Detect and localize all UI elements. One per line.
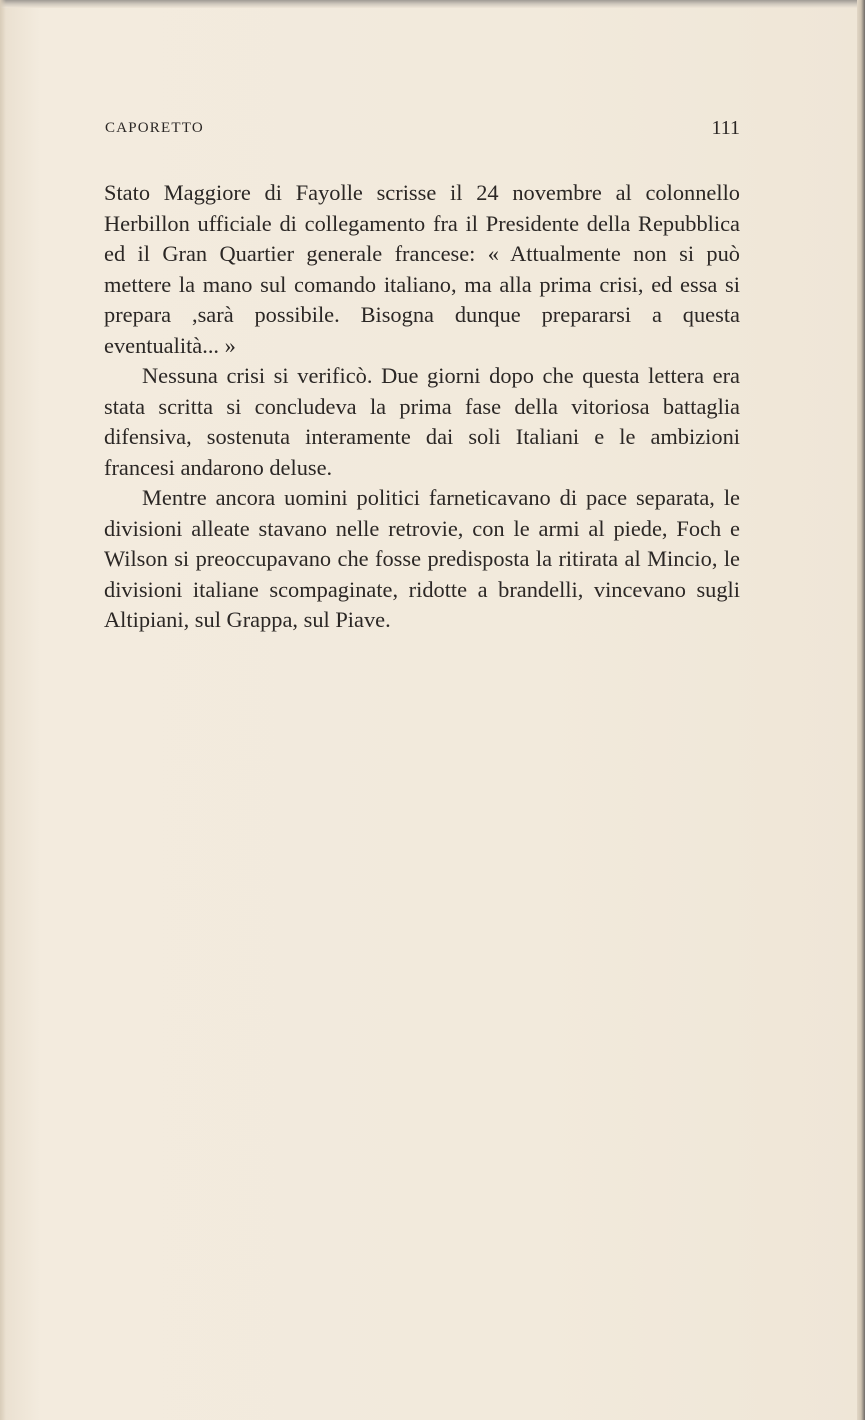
running-title: CAPORETTO: [105, 120, 204, 136]
page-gutter-shadow: [0, 0, 6, 1420]
body-text: [104, 178, 740, 636]
page-right-edge: [857, 0, 865, 1420]
paragraph: Stato Maggiore di Fayolle scrisse il 24 novembre al colonnello Herbillon ufficiale di collegamento fra il Presidente della Repubblica ed il Gran Quartier generale francese: « Attualmente non si può mettere la mano sul comando italiano, ma alla prima crisi, ed essa si prepara ,sarà possibile. Bisogna dunque prepararsi a questa eventualità... »: [104, 180, 740, 358]
running-head: [105, 117, 740, 141]
page-top-edge: [0, 0, 865, 8]
paragraph: Nessuna crisi si verificò. Due giorni dopo che questa lettera era stata scritta si concludeva la prima fase della vitoriosa battaglia difensiva, sostenuta interamente dai soli Italiani e le ambizioni francesi andarono deluse.: [104, 363, 740, 480]
paragraph: Mentre ancora uomini politici farneticavano di pace separata, le divisioni alleate stavano nelle retrovie, con le armi al piede, Foch e Wilson si preoccupavano che fosse predisposta la ritirata al Mincio, le divisioni italiane scompaginate, ridotte a brandelli, vincevano sugli Altipiani, sul Grappa, sul Piave.: [104, 485, 740, 632]
page-number: 111: [711, 117, 740, 139]
